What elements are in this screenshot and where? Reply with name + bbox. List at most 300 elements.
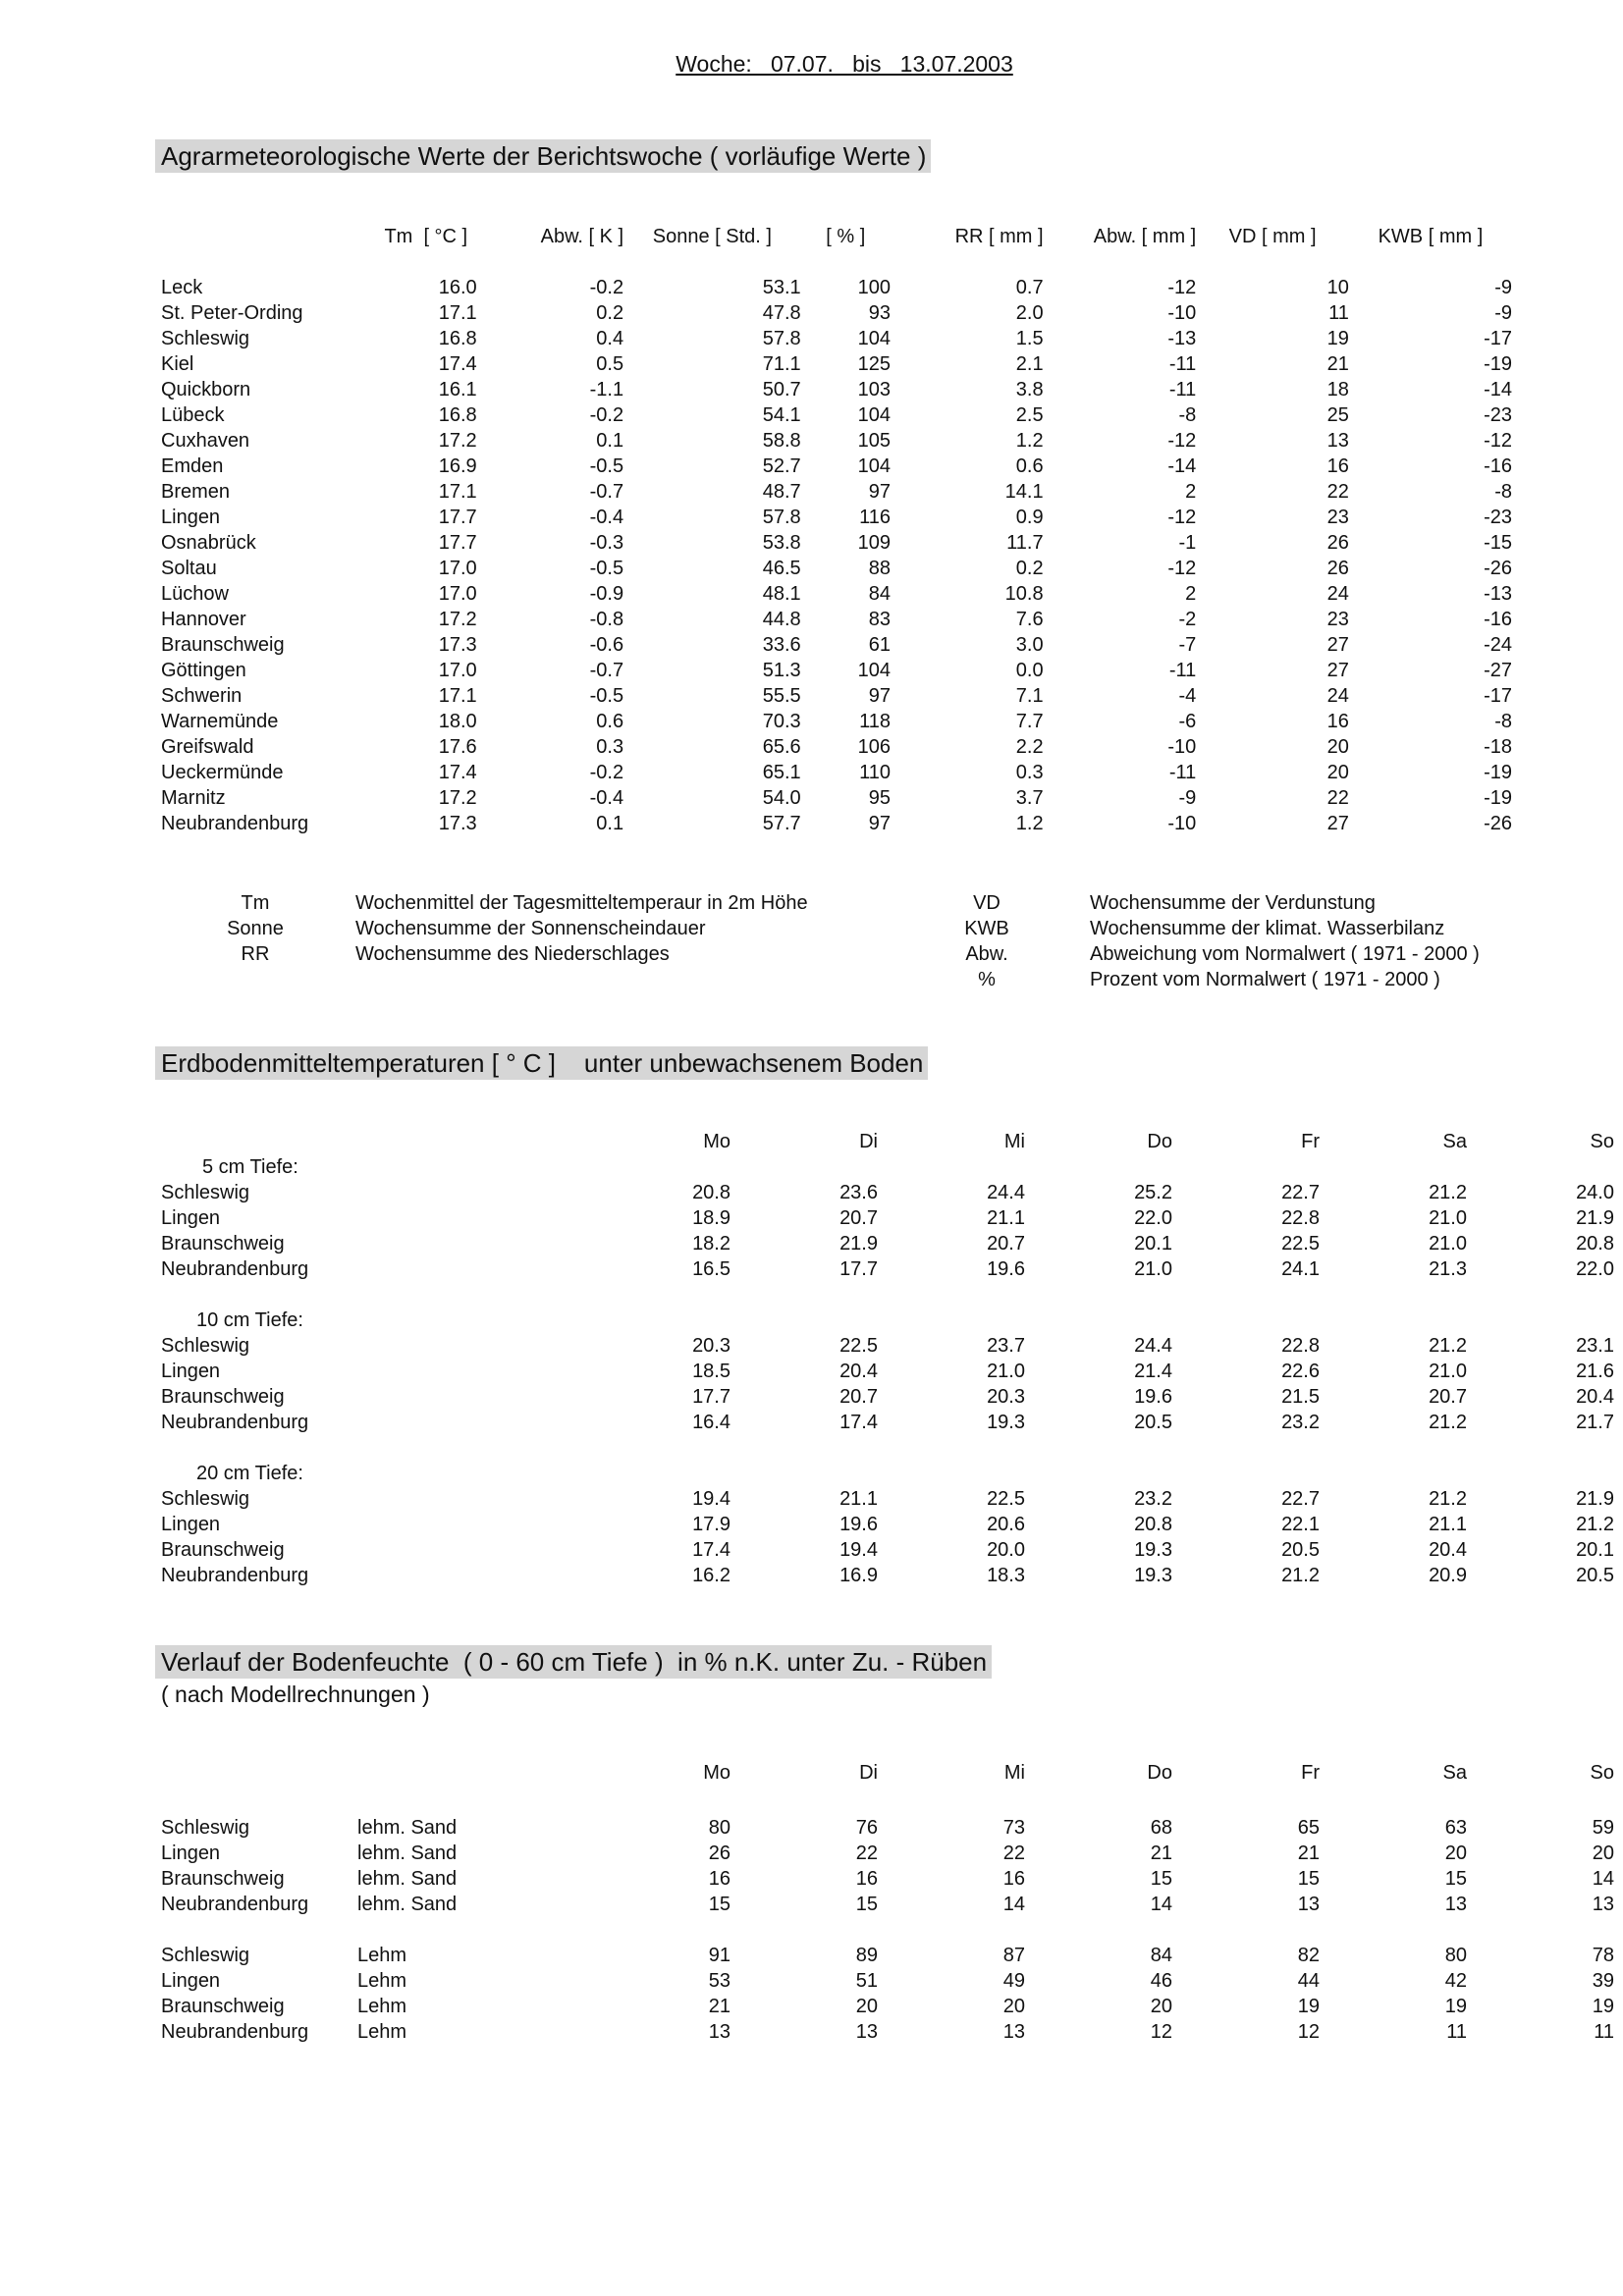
value-cell: 21.2 [1429, 1182, 1467, 1203]
value-cell: 103 [857, 379, 891, 400]
station-name: Warnemünde [161, 711, 279, 732]
agrar-header-cell: [ % ] [826, 226, 866, 247]
value-cell: 0.2 [596, 302, 624, 324]
soil-temp-table [161, 1129, 1614, 1588]
value-cell: 21.9 [1576, 1488, 1614, 1510]
legend-text: Wochenmittel der Tagesmitteltemperaur in 2m Höhe [355, 892, 808, 914]
value-cell: 57.7 [762, 813, 801, 834]
day-header: Sa [1442, 1762, 1467, 1784]
table-row [161, 760, 1512, 785]
station-name: Braunschweig [161, 1233, 285, 1255]
value-cell: 21 [1297, 1842, 1320, 1864]
value-cell: 54.1 [762, 404, 801, 426]
value-cell: 16.9 [438, 455, 477, 477]
value-cell: 21.9 [1576, 1207, 1614, 1229]
value-cell: 12 [1150, 2021, 1172, 2043]
value-cell: 13 [1326, 430, 1349, 452]
value-cell: 53.1 [762, 277, 801, 298]
soil-moist-header-row [161, 1760, 1614, 1786]
value-cell: 118 [859, 711, 891, 732]
value-cell: 83 [868, 609, 891, 630]
value-cell: 21.4 [1134, 1361, 1172, 1382]
value-cell: -11 [1168, 353, 1197, 375]
value-cell: 2 [1185, 481, 1197, 503]
day-header: Mi [1003, 1131, 1025, 1152]
soil-type: lehm. Sand [357, 1817, 458, 1839]
depth-label: 20 cm Tiefe: [196, 1463, 303, 1484]
value-cell: 21.1 [839, 1488, 878, 1510]
soil-moist-header-station [161, 1760, 357, 1786]
value-cell: 97 [868, 813, 891, 834]
group-spacer [161, 1435, 1614, 1461]
station-name: Soltau [161, 558, 217, 579]
agrar-header-cell: Tm [ °C ] [384, 226, 468, 247]
value-cell: 22.7 [1281, 1488, 1320, 1510]
day-header: Di [859, 1762, 878, 1784]
legend-key: KWB [964, 918, 1009, 939]
value-cell: 17.1 [438, 685, 477, 707]
value-cell: -9 [1494, 277, 1512, 298]
value-cell: 14 [1592, 1868, 1614, 1890]
value-cell: 21.0 [1429, 1207, 1467, 1229]
value-cell: 0.6 [596, 711, 624, 732]
table-row [161, 1968, 1614, 1994]
value-cell: -16 [1484, 455, 1512, 477]
value-cell: 22.0 [1134, 1207, 1172, 1229]
value-cell: 16.0 [438, 277, 477, 298]
value-cell: 21 [1150, 1842, 1172, 1864]
value-cell: -2 [1178, 609, 1197, 630]
value-cell: -16 [1484, 609, 1512, 630]
value-cell: 20 [1150, 1996, 1172, 2017]
value-cell: -0.5 [589, 558, 624, 579]
agrar-header-cell: Abw. [ mm ] [1093, 226, 1197, 247]
legend-text: Abweichung vom Normalwert ( 1971 - 2000 ) [1090, 943, 1480, 965]
agrar-header-cell: Abw. [ K ] [540, 226, 624, 247]
value-cell: 100 [857, 277, 891, 298]
agrar-spacer [161, 249, 1512, 275]
value-cell: 17.3 [438, 634, 477, 656]
table-row [161, 2019, 1614, 2045]
day-header: Mo [703, 1762, 730, 1784]
legend-key: VD [973, 892, 1001, 914]
value-cell: 18.0 [438, 711, 477, 732]
agrar-header-station [161, 224, 375, 249]
value-cell: 24.0 [1576, 1182, 1614, 1203]
station-name: Braunschweig [161, 1386, 285, 1408]
value-cell: 13 [708, 2021, 730, 2043]
station-name: Emden [161, 455, 224, 477]
table-row [161, 454, 1512, 479]
value-cell: 17.7 [692, 1386, 730, 1408]
value-cell: 84 [1150, 1945, 1172, 1966]
value-cell: 20 [1326, 736, 1349, 758]
value-cell: 10.8 [1004, 583, 1044, 605]
soil-moist-subtitle: ( nach Modellrechnungen ) [161, 1682, 430, 1707]
soil-moist-table [161, 1760, 1614, 2045]
station-name: Lingen [161, 1842, 221, 1864]
value-cell: 2.0 [1015, 302, 1044, 324]
value-cell: -9 [1178, 787, 1197, 809]
value-cell: -8 [1494, 711, 1512, 732]
value-cell: -11 [1168, 762, 1197, 783]
station-name: Neubrandenburg [161, 1565, 309, 1586]
value-cell: 58.8 [762, 430, 801, 452]
value-cell: 17.0 [438, 558, 477, 579]
value-cell: 19 [1326, 328, 1349, 349]
soil-temp-header-station [161, 1129, 583, 1154]
value-cell: 27 [1326, 634, 1349, 656]
value-cell: 0.9 [1015, 507, 1044, 528]
value-cell: 16 [1002, 1868, 1025, 1890]
value-cell: 10 [1326, 277, 1349, 298]
table-row [161, 479, 1512, 505]
value-cell: 55.5 [762, 685, 801, 707]
value-cell: 27 [1326, 660, 1349, 681]
value-cell: 71.1 [762, 353, 801, 375]
station-name: Lingen [161, 1970, 221, 1992]
value-cell: 21.2 [1429, 1335, 1467, 1357]
value-cell: 20.3 [987, 1386, 1025, 1408]
value-cell: 0.5 [596, 353, 624, 375]
value-cell: -1.1 [589, 379, 624, 400]
value-cell: 104 [857, 660, 891, 681]
value-cell: 19.6 [839, 1514, 878, 1535]
day-header: So [1590, 1131, 1614, 1152]
value-cell: 21.2 [1281, 1565, 1320, 1586]
station-name: Schwerin [161, 685, 243, 707]
value-cell: 0.6 [1015, 455, 1044, 477]
value-cell: 24 [1326, 685, 1349, 707]
value-cell: 125 [857, 353, 891, 375]
value-cell: 20.7 [839, 1386, 878, 1408]
table-row [161, 300, 1512, 326]
value-cell: 19 [1297, 1996, 1320, 2017]
value-cell: 19.3 [987, 1412, 1025, 1433]
value-cell: 87 [1002, 1945, 1025, 1966]
value-cell: 22 [855, 1842, 878, 1864]
table-row [161, 811, 1512, 836]
value-cell: 3.0 [1015, 634, 1044, 656]
day-header: Fr [1301, 1131, 1320, 1152]
table-row [161, 1231, 1614, 1256]
table-row [161, 785, 1512, 811]
value-cell: 17.1 [438, 481, 477, 503]
station-name: Schleswig [161, 1335, 250, 1357]
value-cell: 21.1 [987, 1207, 1025, 1229]
value-cell: 16 [1326, 711, 1349, 732]
value-cell: -0.3 [589, 532, 624, 554]
day-header: Mo [703, 1131, 730, 1152]
value-cell: 19.6 [987, 1258, 1025, 1280]
table-row [161, 632, 1512, 658]
value-cell: 21 [708, 1996, 730, 2017]
agrar-table [161, 224, 1512, 836]
station-name: Neubrandenburg [161, 813, 309, 834]
value-cell: 110 [859, 762, 891, 783]
value-cell: 78 [1592, 1945, 1614, 1966]
soil-type: lehm. Sand [357, 1868, 458, 1890]
station-name: Schleswig [161, 1182, 250, 1203]
value-cell: -26 [1484, 813, 1512, 834]
value-cell: 1.5 [1015, 328, 1044, 349]
agrar-section-title: Agrarmeteorologische Werte der Berichtswoche ( vorläufige Werte ) [155, 139, 931, 173]
value-cell: 65 [1297, 1817, 1320, 1839]
value-cell: 17.2 [438, 787, 477, 809]
value-cell: -0.2 [589, 404, 624, 426]
value-cell: 17.2 [438, 430, 477, 452]
value-cell: 22.8 [1281, 1335, 1320, 1357]
value-cell: -12 [1167, 507, 1197, 528]
table-row [161, 402, 1512, 428]
value-cell: 97 [868, 685, 891, 707]
value-cell: 20.0 [987, 1539, 1025, 1561]
value-cell: 17.4 [839, 1412, 878, 1433]
value-cell: 17.7 [438, 507, 477, 528]
station-name: Lingen [161, 1361, 221, 1382]
value-cell: 106 [857, 736, 891, 758]
depth-label: 10 cm Tiefe: [196, 1309, 303, 1331]
table-row [161, 1994, 1614, 2019]
value-cell: 13 [1444, 1894, 1467, 1915]
value-cell: 109 [857, 532, 891, 554]
value-cell: -17 [1484, 328, 1512, 349]
value-cell: -15 [1484, 532, 1512, 554]
value-cell: 53 [708, 1970, 730, 1992]
value-cell: 21.7 [1576, 1412, 1614, 1433]
value-cell: 15 [708, 1894, 730, 1915]
station-name: Lingen [161, 507, 221, 528]
value-cell: 14 [1150, 1894, 1172, 1915]
value-cell: -11 [1168, 379, 1197, 400]
station-name: Schleswig [161, 1817, 250, 1839]
value-cell: 23.6 [839, 1182, 878, 1203]
value-cell: 49 [1002, 1970, 1025, 1992]
value-cell: 22.5 [839, 1335, 878, 1357]
value-cell: 16.1 [438, 379, 477, 400]
value-cell: 22 [1002, 1842, 1025, 1864]
value-cell: -9 [1494, 302, 1512, 324]
value-cell: 0.2 [1015, 558, 1044, 579]
value-cell: 13 [1592, 1894, 1614, 1915]
table-row [161, 1563, 1614, 1588]
value-cell: 17.4 [692, 1539, 730, 1561]
value-cell: 17.7 [839, 1258, 878, 1280]
value-cell: 7.7 [1015, 711, 1044, 732]
value-cell: 16 [855, 1868, 878, 1890]
day-header: So [1590, 1762, 1614, 1784]
value-cell: 16.5 [692, 1258, 730, 1280]
value-cell: 46 [1150, 1970, 1172, 1992]
table-row [161, 1256, 1614, 1282]
table-row [161, 326, 1512, 351]
station-name: Neubrandenburg [161, 1258, 309, 1280]
legend-key: Tm [241, 892, 270, 914]
value-cell: 21 [1326, 353, 1349, 375]
value-cell: 20.8 [1134, 1514, 1172, 1535]
legend-key: Sonne [227, 918, 284, 939]
value-cell: 19.4 [692, 1488, 730, 1510]
value-cell: -24 [1484, 634, 1512, 656]
value-cell: -12 [1484, 430, 1512, 452]
station-name: Kiel [161, 353, 194, 375]
value-cell: -19 [1484, 353, 1512, 375]
value-cell: 15 [1444, 1868, 1467, 1890]
soil-type: Lehm [357, 1996, 407, 2017]
value-cell: 23 [1326, 609, 1349, 630]
value-cell: 11 [1594, 2021, 1614, 2043]
value-cell: 104 [857, 328, 891, 349]
value-cell: -17 [1484, 685, 1512, 707]
station-name: Lingen [161, 1514, 221, 1535]
value-cell: 19.3 [1134, 1539, 1172, 1561]
value-cell: 2 [1185, 583, 1197, 605]
value-cell: 19.6 [1134, 1386, 1172, 1408]
value-cell: -0.5 [589, 455, 624, 477]
value-cell: 2.5 [1015, 404, 1044, 426]
value-cell: -23 [1484, 507, 1512, 528]
value-cell: 0.3 [596, 736, 624, 758]
value-cell: 65.1 [762, 762, 801, 783]
day-header: Di [859, 1131, 878, 1152]
value-cell: 16 [708, 1868, 730, 1890]
value-cell: 11 [1446, 2021, 1467, 2043]
station-name: Greifswald [161, 736, 254, 758]
value-cell: 80 [708, 1817, 730, 1839]
value-cell: 21.9 [839, 1233, 878, 1255]
value-cell: -6 [1178, 711, 1197, 732]
value-cell: 48.7 [762, 481, 801, 503]
value-cell: 11 [1328, 302, 1349, 324]
value-cell: 52.7 [762, 455, 801, 477]
value-cell: -27 [1484, 660, 1512, 681]
value-cell: 15 [1150, 1868, 1172, 1890]
soil-temp-header-row [161, 1129, 1614, 1154]
value-cell: 17.0 [438, 583, 477, 605]
value-cell: 22.5 [1281, 1233, 1320, 1255]
value-cell: 17.6 [438, 736, 477, 758]
week-title: Woche: 07.07. bis 13.07.2003 [676, 51, 1013, 77]
value-cell: -0.5 [589, 685, 624, 707]
table-row [161, 734, 1512, 760]
value-cell: 70.3 [762, 711, 801, 732]
value-cell: 57.8 [762, 507, 801, 528]
station-name: Quickborn [161, 379, 251, 400]
value-cell: 20.5 [1134, 1412, 1172, 1433]
value-cell: -0.4 [589, 787, 624, 809]
value-cell: 21.0 [1429, 1361, 1467, 1382]
value-cell: -0.6 [589, 634, 624, 656]
value-cell: 25 [1326, 404, 1349, 426]
value-cell: 16.8 [438, 328, 477, 349]
value-cell: 73 [1002, 1817, 1025, 1839]
table-row [161, 1892, 1614, 1917]
value-cell: 22.7 [1281, 1182, 1320, 1203]
value-cell: 1.2 [1015, 813, 1044, 834]
value-cell: 48.1 [762, 583, 801, 605]
value-cell: 21.0 [1134, 1258, 1172, 1280]
value-cell: -11 [1168, 660, 1197, 681]
day-header: Sa [1442, 1131, 1467, 1152]
station-name: Braunschweig [161, 1539, 285, 1561]
value-cell: -4 [1178, 685, 1197, 707]
value-cell: 80 [1444, 1945, 1467, 1966]
value-cell: 116 [859, 507, 891, 528]
value-cell: 20.6 [987, 1514, 1025, 1535]
value-cell: 0.3 [1015, 762, 1044, 783]
value-cell: -0.4 [589, 507, 624, 528]
value-cell: 7.6 [1015, 609, 1044, 630]
value-cell: 104 [857, 455, 891, 477]
value-cell: 27 [1326, 813, 1349, 834]
value-cell: 20 [1444, 1842, 1467, 1864]
station-name: Hannover [161, 609, 246, 630]
value-cell: 22.5 [987, 1488, 1025, 1510]
value-cell: 21.2 [1576, 1514, 1614, 1535]
soil-type: Lehm [357, 1970, 407, 1992]
station-name: Bremen [161, 481, 231, 503]
value-cell: 16.9 [839, 1565, 878, 1586]
value-cell: 18 [1326, 379, 1349, 400]
value-cell: 20.7 [839, 1207, 878, 1229]
value-cell: 33.6 [762, 634, 801, 656]
depth-group-row [161, 1154, 1614, 1180]
value-cell: 22.1 [1281, 1514, 1320, 1535]
value-cell: 20.8 [692, 1182, 730, 1203]
legend-text: Wochensumme der Verdunstung [1090, 892, 1376, 914]
value-cell: 44 [1297, 1970, 1320, 1992]
value-cell: 23.2 [1281, 1412, 1320, 1433]
value-cell: 22 [1326, 481, 1349, 503]
value-cell: 20.8 [1576, 1233, 1614, 1255]
value-cell: -10 [1167, 302, 1197, 324]
day-header: Fr [1301, 1762, 1320, 1784]
station-name: Neubrandenburg [161, 1412, 309, 1433]
value-cell: 22.6 [1281, 1361, 1320, 1382]
value-cell: 89 [855, 1945, 878, 1966]
value-cell: 17.4 [438, 762, 477, 783]
soil-moist-header-soil [357, 1760, 583, 1786]
legend-text: Wochensumme der Sonnenscheindauer [355, 918, 706, 939]
value-cell: -12 [1167, 277, 1197, 298]
station-name: Göttingen [161, 660, 246, 681]
value-cell: -7 [1178, 634, 1197, 656]
value-cell: -19 [1484, 787, 1512, 809]
value-cell: 0.4 [596, 328, 624, 349]
value-cell: 61 [868, 634, 891, 656]
value-cell: 105 [857, 430, 891, 452]
value-cell: 0.1 [596, 430, 624, 452]
station-name: Lingen [161, 1207, 221, 1229]
legend [0, 890, 1623, 998]
value-cell: 14.1 [1004, 481, 1044, 503]
value-cell: 19.4 [839, 1539, 878, 1561]
value-cell: -0.7 [589, 481, 624, 503]
table-row [161, 505, 1512, 530]
value-cell: 1.2 [1015, 430, 1044, 452]
value-cell: 24.1 [1281, 1258, 1320, 1280]
value-cell: 24.4 [987, 1182, 1025, 1203]
group-spacer [161, 1282, 1614, 1308]
value-cell: 21.2 [1429, 1488, 1467, 1510]
value-cell: 21.1 [1429, 1514, 1467, 1535]
value-cell: 0.1 [596, 813, 624, 834]
value-cell: 13 [1297, 1894, 1320, 1915]
value-cell: 22.0 [1576, 1258, 1614, 1280]
value-cell: 20.7 [1429, 1386, 1467, 1408]
day-header: Do [1147, 1762, 1172, 1784]
value-cell: 20.4 [1576, 1386, 1614, 1408]
